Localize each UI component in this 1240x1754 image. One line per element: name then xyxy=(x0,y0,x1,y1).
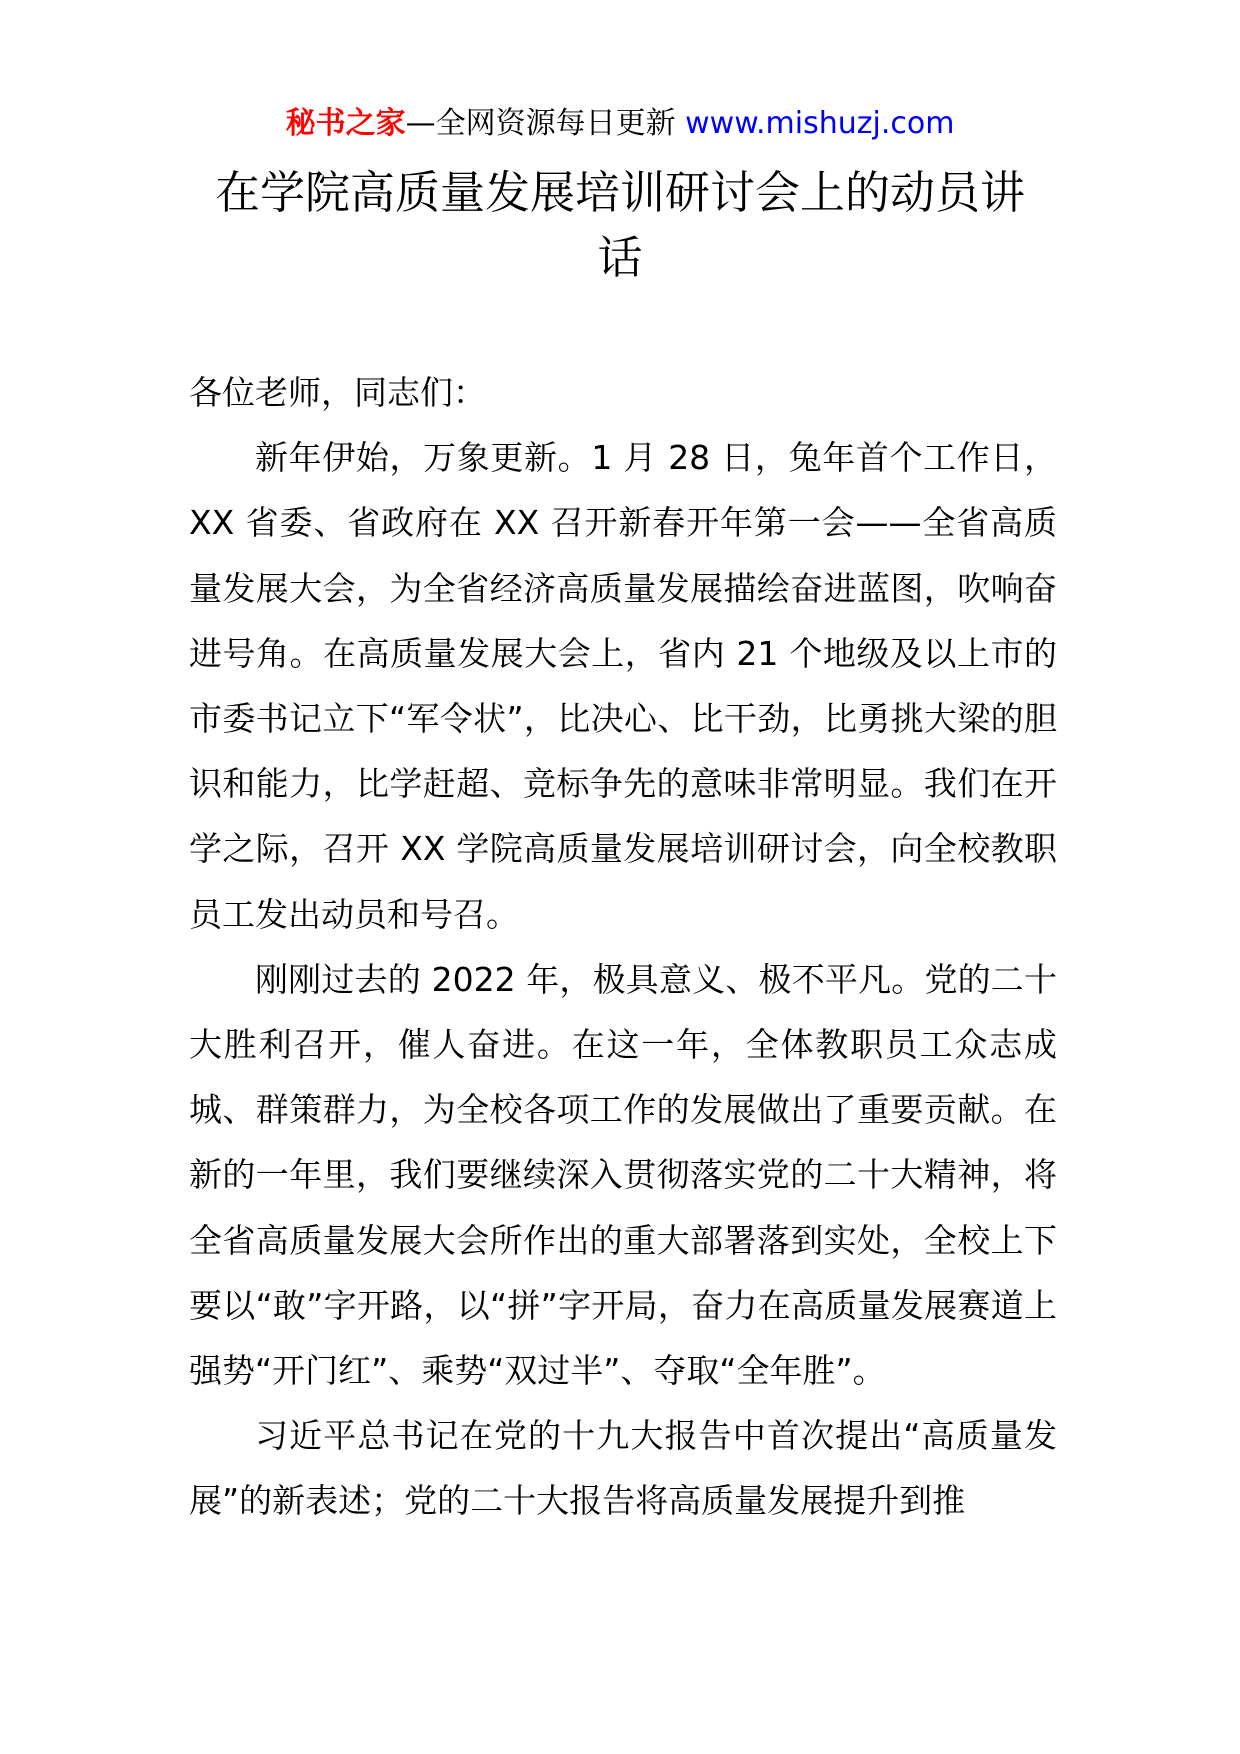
salutation: 各位老师，同志们： xyxy=(189,373,486,412)
document-title: 在学院高质量发展培训研讨会上的动员讲话 xyxy=(214,166,1025,284)
site-banner xyxy=(0,104,1240,144)
site-url-link[interactable]: www.mishuzj.com xyxy=(685,106,955,141)
banner-tagline: —全网资源每日更新 xyxy=(405,106,686,141)
document-body xyxy=(189,360,1057,1534)
brand-name: 秘书之家 xyxy=(285,106,406,141)
paragraph: 新年伊始，万象更新。1 月 28 日，兔年首个工作日，XX 省委、省政府在 XX 召开新春开年第一会——全省高质量发展大会，为全省经济高质量发展描绘奋进蓝图，吹响奋进号角。在高质量发展大会上，省内 21 个地级及以上市的市委书记立下“军令状”，比决心、比干劲，比勇挑大梁的胆识和能力，比学赶超、竞标争先的意味非常明显。我们在开学之际，召开 XX 学院高质量发展培训研讨会，向全校教职员工发出动员和号召。 xyxy=(189,438,1057,934)
paragraph: 刚刚过去的 2022 年，极具意义、极不平凡。党的二十大胜利召开，催人奋进。在这一年，全体教职员工众志成城、群策群力，为全校各项工作的发展做出了重要贡献。在新的一年里，我们要继续深入贯彻落实党的二十大精神，将全省高质量发展大会所作出的重大部署落到实处，全校上下要以“敢”字开路，以“拼”字开局，奋力在高质量发展赛道上强势“开门红”、乘势“双过半”、夺取“全年胜”。 xyxy=(189,959,1057,1391)
paragraph: 习近平总书记在党的十九大报告中首次提出“高质量发展”的新表述；党的二十大报告将高质量发展提升到推 xyxy=(189,1416,1057,1521)
